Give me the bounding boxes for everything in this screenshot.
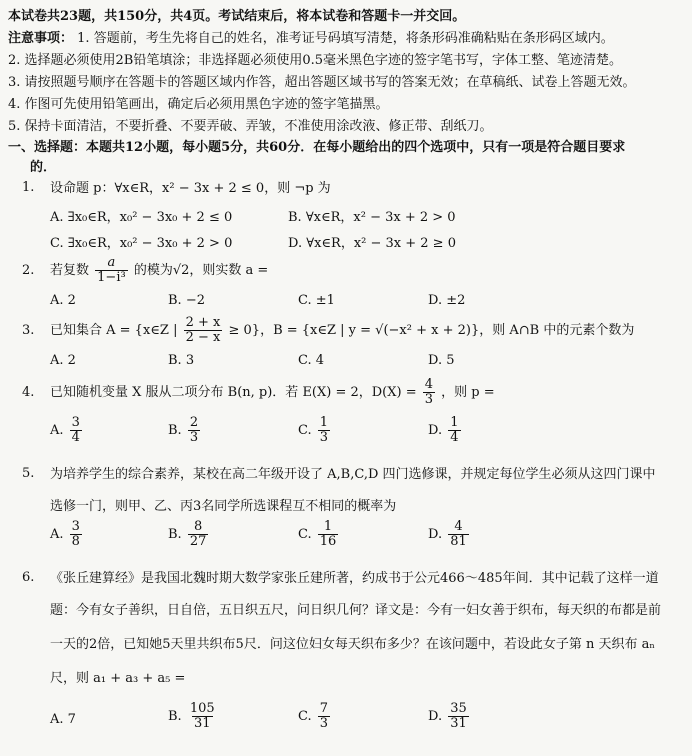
q6-stem-line-3: 一天的2倍，已知她5天里共织布5尺．问这位妇女每天织布多少？在该问题中，若设此女子第 n 天织布 aₙ [50, 637, 655, 652]
q5-number: 5. [22, 466, 35, 481]
q2-option-c: C. ±1 [298, 293, 335, 308]
note-1: 1. 答题前，考生先将自己的姓名，准考证号码填写清楚，将条形码准确粘贴在条形码区域内。 [77, 31, 614, 46]
q4-option-a-den: 4 [71, 430, 80, 445]
q6-stem-line-1: 《张丘建算经》是我国北魏时期大数学家张丘建所著，约成书于公元466～485年间．其中记载了这样一道 [50, 571, 659, 586]
q5-option-a-label: A. [50, 527, 64, 542]
q6-option-d-num: 35 [450, 701, 467, 716]
q5-option-a [50, 520, 84, 549]
q5-option-a-den: 8 [71, 534, 80, 549]
q3-option-a: A. 2 [50, 353, 76, 368]
q4-stem [50, 376, 495, 410]
q5-option-c-fraction [318, 520, 339, 549]
q4-option-a-num: 3 [71, 415, 80, 430]
q4-option-c-label: C. [298, 423, 312, 438]
q5-option-c [298, 520, 340, 549]
q6-option-c-label: C. [298, 709, 312, 724]
section-title: 一、选择题：本题共12小题，每小题5分，共60分．在每小题给出的四个选项中，只有一项是符合题目要求 [8, 140, 626, 155]
q5-option-d-label: D. [428, 527, 443, 542]
q2-stem-pre: 若复数 [50, 263, 90, 278]
q6-option-d-den: 31 [450, 716, 467, 731]
q3-option-b: B. 3 [168, 353, 195, 368]
q4-option-d-num: 1 [450, 415, 459, 430]
q1-option-c: C. ∃x₀∈R，x₀² − 3x₀ + 2 > 0 [50, 236, 233, 251]
q6-stem-line-4: 尺，则 a₁ + a₃ + a₅ = [50, 671, 186, 686]
q6-option-b-label: B. [168, 709, 182, 724]
q5-option-d [428, 520, 471, 549]
notes-title: 注意事项： [8, 31, 74, 46]
q5-option-a-num: 3 [71, 519, 80, 534]
q1-option-d: D. ∀x∈R，x² − 3x + 2 ≥ 0 [288, 236, 456, 251]
q6-option-a: A. 7 [50, 712, 76, 727]
q3-fraction-numerator: 2 + x [185, 315, 221, 330]
q4-option-d-label: D. [428, 423, 443, 438]
q4-option-b-label: B. [168, 423, 182, 438]
q5-option-c-num: 1 [323, 519, 333, 534]
q4-option-c-fraction [318, 416, 330, 445]
q2-number: 2. [22, 263, 35, 278]
q1-option-a: A. ∃x₀∈R，x₀² − 3x₀ + 2 ≤ 0 [50, 210, 233, 225]
q5-stem-line-1: 为培养学生的综合素养，某校在高二年级开设了 A,B,C,D 四门选修课，并规定每位学生必须从这四门课中 [50, 467, 656, 482]
q6-option-b-num: 105 [189, 701, 215, 716]
q6-option-b [168, 702, 219, 731]
q3-option-c: C. 4 [298, 353, 325, 368]
q4-number: 4. [22, 385, 35, 400]
q6-option-c-num: 7 [319, 701, 329, 716]
q6-option-d-fraction [448, 702, 469, 731]
q1-option-b: B. ∀x∈R，x² − 3x + 2 > 0 [288, 210, 456, 225]
q4-option-b-den: 3 [189, 430, 199, 445]
q2-option-d: D. ±2 [428, 293, 466, 308]
q5-option-b-den: 27 [189, 534, 207, 549]
q2-fraction [95, 256, 128, 285]
q4-option-c [298, 416, 332, 445]
q6-number: 6. [22, 570, 35, 585]
q4-option-a-label: A. [50, 423, 64, 438]
q5-option-d-num: 4 [454, 519, 463, 534]
q5-option-b [168, 520, 210, 549]
section-title-cont: 的． [30, 160, 57, 175]
q4-fraction-denominator: 3 [424, 392, 434, 407]
q6-option-b-fraction [188, 702, 217, 731]
exam-intro: 本试卷共23题，共150分，共4页。考试结束后，将本试卷和答题卡一并交回。 [8, 9, 466, 24]
q6-option-d [428, 702, 471, 731]
q4-fraction-numerator: 4 [424, 377, 434, 392]
q5-option-d-fraction [448, 520, 469, 549]
q3-stem [50, 314, 634, 348]
q1-stem: 设命题 p：∀x∈R，x² − 3x + 2 ≤ 0，则 ¬p 为 [50, 181, 331, 196]
q2-stem [50, 256, 268, 286]
note-5: 5. 保持卡面清洁，不要折叠、不要弄破、弄皱，不准使用涂改液、修正带、刮纸刀。 [8, 119, 493, 134]
q6-stem-line-2: 题：今有女子善织，日自倍，五日织五尺，问日织几何？译文是：今有一妇女善于织布，每天织的布都是前 [50, 603, 662, 618]
q5-stem-line-2: 选修一门，则甲、乙、丙3名同学所选课程互不相同的概率为 [50, 499, 397, 514]
q5-option-c-label: C. [298, 527, 312, 542]
q4-option-c-den: 3 [319, 430, 329, 445]
q5-option-a-fraction [70, 520, 82, 549]
q3-option-d: D. 5 [428, 353, 455, 368]
q2-option-b: B. −2 [168, 293, 205, 308]
q5-option-b-num: 8 [193, 519, 203, 534]
q2-fraction-denominator: 1−i³ [97, 270, 126, 285]
q4-stem-post: ，则 p = [441, 385, 495, 400]
q6-option-d-label: D. [428, 709, 443, 724]
q4-option-d-den: 4 [450, 430, 459, 445]
q5-option-b-fraction [188, 520, 209, 549]
q4-option-d-fraction [448, 416, 460, 445]
q4-option-b-fraction [188, 416, 200, 445]
q2-fraction-numerator: a [107, 255, 116, 270]
q3-fraction [184, 316, 223, 345]
q6-option-b-den: 31 [193, 716, 211, 731]
q2-option-a: A. 2 [50, 293, 76, 308]
note-3: 3. 请按照题号顺序在答题卡的答题区域内作答，超出答题区域书写的答案无效；在草稿纸、试卷上答题无效。 [8, 75, 636, 90]
note-2: 2. 选择题必须使用2B铅笔填涂；非选择题必须使用0.5毫米黑色字迹的签字笔书写，字体工整、笔迹清楚。 [8, 53, 623, 68]
q6-option-c-fraction [318, 702, 330, 731]
q1-number: 1. [22, 180, 35, 195]
q5-option-d-den: 81 [450, 534, 467, 549]
q4-option-d [428, 416, 463, 445]
note-4: 4. 作图可先使用铅笔画出，确定后必须用黑色字迹的签字笔描黑。 [8, 97, 389, 112]
q4-fraction [423, 378, 435, 407]
q4-option-a [50, 416, 84, 445]
q3-number: 3. [22, 323, 35, 338]
q5-option-c-den: 16 [319, 534, 337, 549]
q3-fraction-denominator: 2 − x [185, 330, 221, 345]
notes-line-1 [8, 30, 614, 48]
q2-stem-post: 的模为√2，则实数 a = [133, 263, 269, 278]
q6-option-c [298, 702, 332, 731]
q4-option-a-fraction [70, 416, 82, 445]
q4-option-b-num: 2 [189, 415, 199, 430]
q6-option-c-den: 3 [319, 716, 329, 731]
q3-stem-post: ≥ 0}，B = {x∈Z | y = √(−x² + x + 2)}，则 A∩B 中的元素个数为 [228, 323, 635, 338]
q3-stem-pre: 已知集合 A = {x∈Z | [50, 323, 178, 338]
q4-option-b [168, 416, 202, 445]
q4-option-c-num: 1 [319, 415, 329, 430]
q5-option-b-label: B. [168, 527, 182, 542]
q4-stem-pre: 已知随机变量 X 服从二项分布 B(n, p)．若 E(X) = 2，D(X) = [50, 385, 417, 400]
